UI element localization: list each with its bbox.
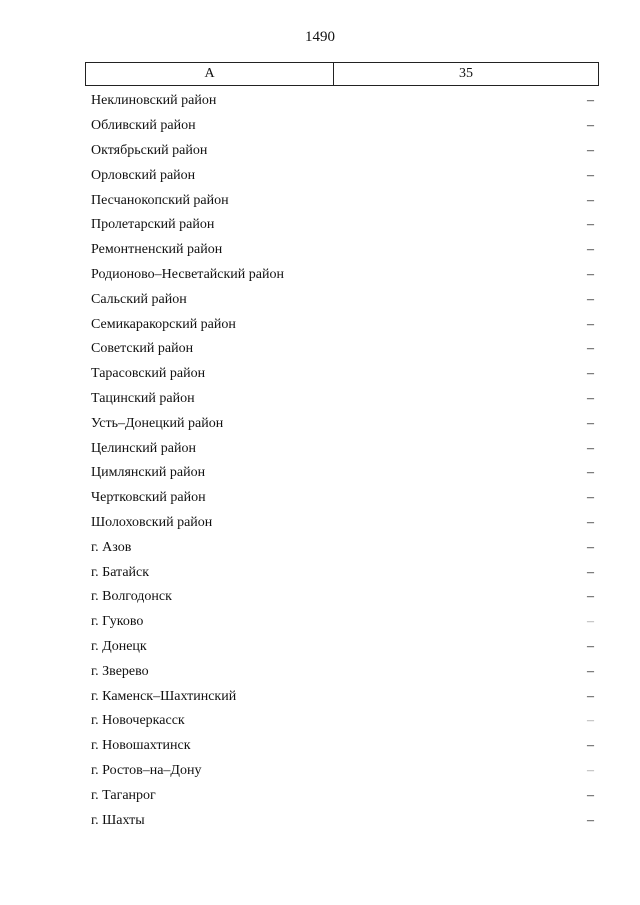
- table-row: [91, 759, 594, 784]
- row-value: –: [587, 564, 594, 580]
- row-value: –: [587, 142, 594, 158]
- row-name: Чертковский район: [91, 490, 206, 506]
- row-value: –: [587, 812, 594, 828]
- table-row: [91, 659, 594, 684]
- table-row: [91, 684, 594, 709]
- row-name: Целинский район: [91, 440, 196, 456]
- row-value: –: [587, 663, 594, 679]
- row-value: –: [587, 316, 594, 332]
- row-name: Родионово–Несветайский район: [91, 266, 284, 282]
- table-row: [91, 535, 594, 560]
- table-row: [91, 461, 594, 486]
- row-name: Ремонтненский район: [91, 242, 223, 258]
- row-name: Семикаракорский район: [91, 316, 236, 332]
- table-header: [85, 62, 599, 86]
- table-row: [91, 188, 594, 213]
- row-name: Орловский район: [91, 167, 196, 183]
- row-value: –: [587, 638, 594, 654]
- row-value: –: [587, 465, 594, 481]
- row-name: г. Батайск: [91, 564, 150, 580]
- row-value: –: [587, 291, 594, 307]
- row-value: –: [587, 192, 594, 208]
- row-value: –: [587, 490, 594, 506]
- table-row: [91, 337, 594, 362]
- table-row: [91, 263, 594, 288]
- table-row: [91, 709, 594, 734]
- row-name: г. Таганрог: [91, 787, 156, 803]
- row-name: Тацинский район: [91, 390, 195, 406]
- table-row: [91, 362, 594, 387]
- row-value: –: [587, 242, 594, 258]
- table-row: [91, 511, 594, 536]
- table-row: [91, 139, 594, 164]
- row-value: –: [587, 787, 594, 803]
- row-value: –: [587, 539, 594, 555]
- row-name: Усть–Донецкий район: [91, 415, 224, 431]
- row-name: Цимлянский район: [91, 465, 206, 481]
- table-row: [91, 89, 594, 114]
- row-name: Сальский район: [91, 291, 187, 307]
- row-value: –: [587, 118, 594, 134]
- row-name: Советский район: [91, 341, 194, 357]
- table-row: [91, 411, 594, 436]
- row-name: Неклиновский район: [91, 93, 217, 109]
- row-value: –: [587, 713, 594, 729]
- row-name: Шолоховский район: [91, 514, 213, 530]
- row-name: г. Новошахтинск: [91, 738, 191, 754]
- row-value: –: [587, 762, 594, 778]
- row-name: г. Донецк: [91, 638, 147, 654]
- row-value: –: [587, 266, 594, 282]
- row-value: –: [587, 589, 594, 605]
- row-value: –: [587, 614, 594, 630]
- table-row: [91, 387, 594, 412]
- table-row: [91, 287, 594, 312]
- table-body: [91, 89, 594, 833]
- row-name: г. Шахты: [91, 812, 145, 828]
- row-name: Тарасовский район: [91, 366, 206, 382]
- table-row: [91, 635, 594, 660]
- table-row: [91, 486, 594, 511]
- table-row: [91, 560, 594, 585]
- row-name: г. Зверево: [91, 663, 149, 679]
- row-name: г. Новочеркасск: [91, 713, 185, 729]
- row-value: –: [587, 514, 594, 530]
- row-value: –: [587, 217, 594, 233]
- table-row: [91, 312, 594, 337]
- row-value: –: [587, 341, 594, 357]
- table-row: [91, 213, 594, 238]
- page-number: 1490: [305, 29, 335, 45]
- row-name: г. Гуково: [91, 614, 144, 630]
- row-value: –: [587, 738, 594, 754]
- header-cell-a: А: [86, 63, 334, 85]
- row-value: –: [587, 415, 594, 431]
- row-name: Песчанокопский район: [91, 192, 229, 208]
- table-row: [91, 610, 594, 635]
- row-value: –: [587, 390, 594, 406]
- table-row: [91, 114, 594, 139]
- header-cell-35: 35: [459, 66, 473, 81]
- row-name: г. Волгодонск: [91, 589, 172, 605]
- table-row: [91, 436, 594, 461]
- row-value: –: [587, 93, 594, 109]
- row-value: –: [587, 688, 594, 704]
- table-row: [91, 163, 594, 188]
- row-name: г. Азов: [91, 539, 132, 555]
- row-name: г. Каменск–Шахтинский: [91, 688, 237, 704]
- row-name: Октябрьский район: [91, 142, 208, 158]
- table-row: [91, 238, 594, 263]
- table-row: [91, 783, 594, 808]
- table-row: [91, 808, 594, 833]
- table-row: [91, 734, 594, 759]
- row-value: –: [587, 167, 594, 183]
- row-name: Пролетарский район: [91, 217, 215, 233]
- row-name: Обливский район: [91, 118, 196, 134]
- table-row: [91, 585, 594, 610]
- row-value: –: [587, 366, 594, 382]
- row-name: г. Ростов–на–Дону: [91, 762, 202, 778]
- row-value: –: [587, 440, 594, 456]
